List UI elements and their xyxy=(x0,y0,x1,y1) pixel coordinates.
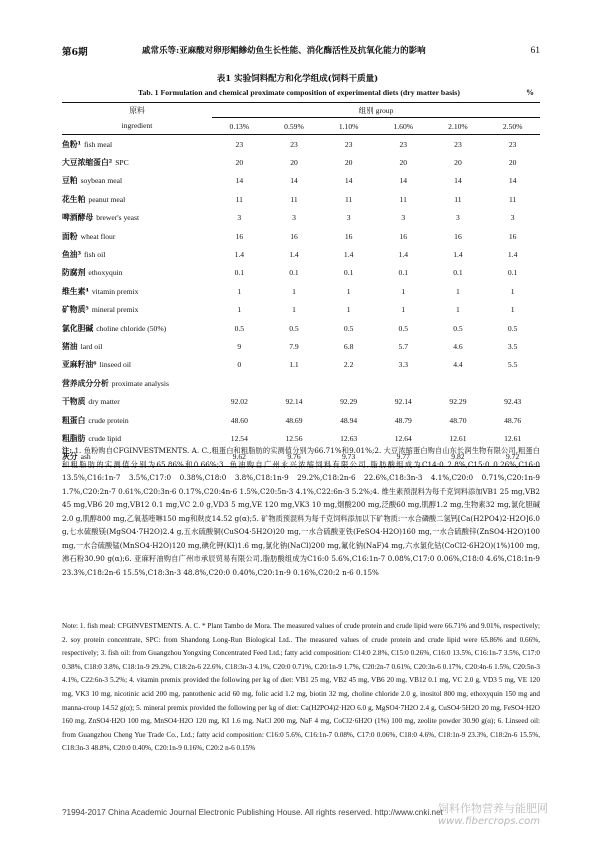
cell-value: 92.14 xyxy=(285,397,303,407)
table-notes-cn xyxy=(62,444,540,579)
cell-value: 0.5 xyxy=(507,323,518,333)
cell-value: 23 xyxy=(344,139,353,149)
cell-value: 48.69 xyxy=(285,415,303,425)
group-label: 2.50% xyxy=(485,118,540,135)
row-label-en: brewer's yeast xyxy=(96,213,140,223)
cell-value: 0.5 xyxy=(289,323,299,333)
group-label: 1.60% xyxy=(376,118,431,135)
row-label-en: vitamin premix xyxy=(91,286,139,296)
notes-text-cn: 1. 鱼粉购自CFGINVESTMENTS. A. C.,粗蛋白和粗脂肪的实测值分别为66.71%和9.01%;2. 大豆浓缩蛋白购自山东长润生物有限公司,粗蛋白和粗脂肪的实测值分别为65.86%和0.66%;3. 鱼油购自广州永兴浓缩饲料有限公司,脂肪酸组成为C14:0 2.8%,C15:0 0.26%,C16:0 13.5%,C16:1n-7 3.5%,C17:0 0.38%,C18:0 3.8%,C18:1n-9 29.2%,C18:2n-6 22.6%,C18:3n-3 4.1%,C20:0 0.71%,C20:1n-9 1.7%,C20:2n-7 0.61%,C20:3n-6 0.17%,C20:4n-6 1.5%,C20:5n-3 4.1%,C22:6n-3 5.2%;4. 维生素预混料为每千克饲料添加VB1 25 mg,VB2 45 mg,VB6 20 mg,VB12 0.1 mg,VC 2.0 g,VD3 5 mg,VE 120 mg,VK3 10 mg,烟酸200 mg,泛酸60 mg,肌醇1.2 mg,生物素32 mg,氯化胆碱2.0 g,肌醇800 mg,乙氧基喹啉150 mg和麸皮14.52 g(α);5. 矿物质预混料为每千克饲料添加以下矿物质:一水合磷酸二氢钙[Ca(H2PO4)2·H2O]6.0 g,七水硫酸镁(MgSO4·7H2O)2.4 g,五水硫酸铜(CuSO4·5H2O)20 mg,一水合硫酸亚铁(FeSO4·H2O)160 mg,一水合硫酸锌(ZnSO4·H2O)100 mg,一水合硫酸锰(MnSO4·H2O)120 mg,碘化钾(KI)1.6 mg,氯化钠(NaCl)200 mg,氟化钠(NaF)4 mg,六水氯化钴(CoCl2·6H2O)(1%)100 mg,沸石粉30.90 g(α);6. 亚麻籽油购自广州市承辰贸易有限公司,脂肪酸组成为C16:0 5.6%,C16:1n-7 0.08%,C17:0 0.06%,C18:0 4.6%,C18:1n-9 23.3%,C18:2n-6 15.5%,C18:3n-3 48.8%,C20:0 0.40%,C20:1n-9 0.16%,C20:2 n-6 0.15% xyxy=(62,446,540,577)
page-number: 61 xyxy=(530,46,540,56)
table-caption-cn: 表1 实验饲料配方和化学组成(饲料干质量) xyxy=(216,74,379,84)
cell-value: 3 xyxy=(401,213,406,223)
row-label xyxy=(62,227,212,245)
running-head xyxy=(62,44,540,60)
cell-value: 14 xyxy=(399,176,408,186)
table-row xyxy=(62,227,540,245)
cell-value xyxy=(321,374,376,392)
table-row xyxy=(62,392,540,410)
table-row xyxy=(62,172,540,190)
table-row xyxy=(62,319,540,337)
row-label-en: fish meal xyxy=(84,139,113,149)
cell-value: 9.77 xyxy=(376,448,431,467)
cell-value: 0.1 xyxy=(398,268,409,278)
cell-value: 2.2 xyxy=(343,360,354,370)
site-watermark xyxy=(438,802,548,828)
cell-value: 92.29 xyxy=(449,397,467,407)
cell-value xyxy=(376,374,431,392)
row-label-cn: 鱼粉¹ xyxy=(62,139,82,149)
table-row xyxy=(62,337,540,355)
cell-value: 48.60 xyxy=(230,415,248,425)
cell-value: 48.94 xyxy=(340,415,358,425)
table-notes-en xyxy=(62,620,540,756)
ingredient-header-en: ingredient xyxy=(62,118,212,135)
cell-value: 92.29 xyxy=(340,397,358,407)
row-label xyxy=(62,209,212,227)
row-label-en: dry matter xyxy=(88,397,120,407)
table-row xyxy=(62,301,540,319)
cell-value: 11 xyxy=(290,194,298,204)
row-label-en: soybean meal xyxy=(80,176,123,186)
row-label xyxy=(62,337,212,355)
table-row xyxy=(62,245,540,263)
row-label xyxy=(62,319,212,337)
row-label xyxy=(62,392,212,410)
cell-value: 9.82 xyxy=(431,448,486,467)
cell-value: 3 xyxy=(237,213,242,223)
row-label-en: SPC xyxy=(115,158,129,168)
table-row xyxy=(62,135,540,154)
group-header: 组别 group xyxy=(212,103,540,118)
cell-value: 9.62 xyxy=(212,448,267,467)
row-label-cn: 矿物质⁵ xyxy=(62,305,89,315)
table-header-row xyxy=(62,103,540,118)
cell-value: 0.5 xyxy=(234,323,245,333)
row-label-cn: 亚麻籽油⁶ xyxy=(62,360,97,370)
row-label xyxy=(62,264,212,282)
cell-value: 14 xyxy=(290,176,298,186)
cell-value: 16 xyxy=(454,231,462,241)
cell-value: 12.56 xyxy=(285,433,303,443)
cell-value: 4.6 xyxy=(453,341,463,351)
cell-value xyxy=(267,374,322,392)
row-label-en: wheat flour xyxy=(80,231,116,241)
cell-value: 20 xyxy=(344,158,353,168)
table-row xyxy=(62,411,540,429)
cell-value: 48.79 xyxy=(394,415,412,425)
watermark-text: 饲料作物营养与能肥网 xyxy=(438,802,548,815)
cell-value: 12.64 xyxy=(394,433,412,443)
table-row xyxy=(62,264,540,282)
cell-value: 16 xyxy=(508,231,517,241)
cell-value: 23 xyxy=(235,139,244,149)
cell-value: 9.73 xyxy=(321,448,376,467)
cell-value: 0.1 xyxy=(234,268,245,278)
row-label-cn: 粗脂肪 xyxy=(62,433,86,443)
row-label-en: mineral premix xyxy=(91,305,139,315)
cell-value xyxy=(485,374,540,392)
cell-value: 92.02 xyxy=(230,397,248,407)
cell-value: 0.5 xyxy=(343,323,354,333)
cell-value: 4.4 xyxy=(453,360,463,370)
cell-value: 20 xyxy=(235,158,244,168)
cell-value: 23 xyxy=(454,139,462,149)
group-label: 1.10% xyxy=(321,118,376,135)
row-label-cn: 氯化胆碱 xyxy=(62,323,94,333)
row-label-cn: 豆粕 xyxy=(62,176,78,186)
cell-value: 20 xyxy=(290,158,298,168)
row-label xyxy=(62,172,212,190)
row-label-cn: 花生粕 xyxy=(62,194,86,204)
row-label-en: lard oil xyxy=(80,341,103,351)
cell-value: 12.54 xyxy=(230,433,248,443)
cell-value: 0.5 xyxy=(398,323,409,333)
cell-value: 9.72 xyxy=(485,448,540,467)
cell-value: 12.61 xyxy=(449,433,467,443)
row-label-cn: 猪油 xyxy=(62,341,78,351)
row-label-cn: 营养成分分析 xyxy=(62,378,109,388)
cell-value: 0.5 xyxy=(453,323,463,333)
cell-value: 23 xyxy=(508,139,517,149)
row-label-en: peanut meal xyxy=(88,194,126,204)
table-row xyxy=(62,374,540,392)
issue-number: 第6期 xyxy=(62,47,88,58)
row-label xyxy=(62,153,212,171)
row-label-cn: 干物质 xyxy=(62,397,86,407)
table-subheader-row xyxy=(62,118,540,135)
row-label xyxy=(62,356,212,374)
ingredient-header-cn: 原料 xyxy=(62,103,212,118)
cell-value: 48.70 xyxy=(449,415,467,425)
cell-value: 11 xyxy=(344,194,353,204)
cell-value: 92.14 xyxy=(394,397,412,407)
cell-value: 3.5 xyxy=(507,341,518,351)
cell-value: 16 xyxy=(399,231,408,241)
cell-value: 23 xyxy=(399,139,408,149)
row-label-en: ash xyxy=(80,452,91,462)
row-label-en: crude lipid xyxy=(88,433,122,443)
cell-value: 48.76 xyxy=(504,415,522,425)
table-row xyxy=(62,153,540,171)
cell-value: 5.7 xyxy=(398,341,409,351)
cell-value: 16 xyxy=(344,231,353,241)
row-label-cn: 大豆浓缩蛋白² xyxy=(62,158,113,168)
cell-value: 9.76 xyxy=(267,448,322,467)
row-label xyxy=(62,411,212,429)
cell-value: 1 xyxy=(237,305,242,315)
cell-value: 6.8 xyxy=(343,341,354,351)
row-label xyxy=(62,135,212,154)
notes-label-cn: 注: xyxy=(62,446,72,455)
cell-value: 11 xyxy=(508,194,517,204)
cell-value: 92.43 xyxy=(504,397,522,407)
cell-value: 1.4 xyxy=(398,250,409,260)
cell-value: 3 xyxy=(510,213,515,223)
cell-value: 1 xyxy=(401,286,406,296)
cell-value: 3 xyxy=(346,213,351,223)
row-label-cn: 啤酒酵母 xyxy=(62,213,94,223)
group-label: 2.10% xyxy=(431,118,486,135)
formulation-table xyxy=(62,102,540,467)
cell-value: 1.4 xyxy=(453,250,463,260)
cell-value: 0.1 xyxy=(507,268,518,278)
row-label-en: choline chloride (50%) xyxy=(96,323,167,333)
cell-value: 20 xyxy=(508,158,517,168)
cell-value: 14 xyxy=(344,176,353,186)
cell-value: 9 xyxy=(237,341,242,351)
row-label-cn: 面粉 xyxy=(62,231,78,241)
table-row xyxy=(62,209,540,227)
cell-value: 16 xyxy=(290,231,298,241)
cell-value: 12.63 xyxy=(340,433,358,443)
cell-value: 16 xyxy=(235,231,244,241)
table-row xyxy=(62,282,540,300)
row-label-en: fish oil xyxy=(84,250,106,260)
cell-value: 3.3 xyxy=(398,360,409,370)
cell-value: 1 xyxy=(510,305,515,315)
notes-text-en: 1. fish meal: CFGINVESTMENTS. A. C. * Plant Tambo de Mora. The measured values of crude protein and crude lipid were 66.71% and 9.01%, respectively; 2. soy protein concentrate, SPC: from Shandong Long-Run Biological Ltd.. The measured values of crude protein and crude lipid were 65.86% and 0.66%, respectively; 3. fish oil: from Guangzhou Yongxing Concentrated Feed Ltd.; fatty acid composition: C14:0 2.8%, C15:0 0.26%, C16:0 13.5%, C16:1n-7 3.5%, C17:0 0.38%, C18:0 3.8%, C18:1n-9 29.2%, C18:2n-6 22.6%, C18:3n-3 4.1%, C20:0 0.71%, C20:1n-9 1.7%, C20:2n-7 0.61%, C20:3n-6 0.17%, C20:4n-6 1.5%, C20:5n-3 4.1%, C22:6n-3 5.2%; 4. vitamin premix provided the following per kg of diet: VB1 25 mg, VB2 45 mg, VB6 20 mg, VB12 0.1 mg, VC 2.0 g, VD3 5 mg, VE 120 mg, VK3 10 mg, nicotinic acid 200 mg, pantothenic acid 60 mg, folic acid 1.2 mg, biotin 32 mg, choline chloride 2.0 g, inositol 800 mg, ethoxyquin 150 mg and manna-croup 14.52 g(α); 5. mineral premix provided the following per kg of diet: Ca(H2PO4)2·H2O 6.0 g, MgSO4·7H2O 2.4 g, CuSO4·5H2O 20 mg, FeSO4·H2O 160 mg, ZnSO4·H2O 100 mg, MnSO4·H2O 120 mg, KI 1.6 mg, NaCl 200 mg, NaF 4 mg, CoCl2·6H2O (1%) 100 mg, zeolite powder 30.90 g(α); 6. Linseed oil: from Guangzhou Cheng Yue Trade Co., Ltd.; fatty acid composition: C16:0 5.6%, C16:1n-7 0.08%, C17:0 0.06%, C18:0 4.6%, C18:1n-9 23.3%, C18:2n-6 15.5%, C18:3n-3 48.8%, C20:0 0.40%, C20:1n-9 0.16%, C20:2 n-6 0.15% xyxy=(62,622,540,753)
row-label xyxy=(62,245,212,263)
row-label-cn: 防腐剂 xyxy=(62,268,86,278)
table-caption-en: Tab. 1 Formulation and chemical proximate composition of experimental diets (dry matter basis) xyxy=(138,88,460,97)
table-row xyxy=(62,190,540,208)
row-label-en: proximate analysis xyxy=(111,378,169,388)
row-label-cn: 鱼油³ xyxy=(62,250,82,260)
cell-value: 14 xyxy=(454,176,462,186)
cell-value: 23 xyxy=(290,139,298,149)
cell-value: 1.4 xyxy=(507,250,518,260)
row-label-en: linseed oil xyxy=(99,360,132,370)
cell-value xyxy=(431,374,486,392)
cell-value: 12.61 xyxy=(504,433,522,443)
group-label: 0.13% xyxy=(212,118,267,135)
row-label-cn: 维生素⁴ xyxy=(62,286,89,296)
row-label xyxy=(62,282,212,300)
cell-value: 7.9 xyxy=(289,341,299,351)
cell-value: 1 xyxy=(237,286,242,296)
cell-value: 1 xyxy=(456,305,460,315)
cell-value: 1 xyxy=(346,305,351,315)
row-label-en: ethoxyquin xyxy=(88,268,123,278)
row-label xyxy=(62,374,212,392)
cell-value: 0 xyxy=(237,360,242,370)
cell-value: 11 xyxy=(399,194,407,204)
cell-value: 1.4 xyxy=(234,250,245,260)
table-row xyxy=(62,356,540,374)
copyright-footer: ?1994-2017 China Academic Journal Electronic Publishing House. All rights reserved. http://www.cnki.net xyxy=(62,808,443,817)
cell-value: 20 xyxy=(399,158,408,168)
cell-value: 1 xyxy=(401,305,406,315)
table-unit: % xyxy=(526,88,534,97)
cell-value: 5.5 xyxy=(507,360,518,370)
row-label-cn: 灰分 xyxy=(62,452,78,462)
cell-value: 1 xyxy=(456,286,460,296)
cell-value: 1.1 xyxy=(289,360,299,370)
cell-value: 1 xyxy=(346,286,351,296)
row-label-cn: 粗蛋白 xyxy=(62,415,86,425)
cell-value: 1 xyxy=(510,286,515,296)
cell-value xyxy=(212,374,267,392)
cell-value: 14 xyxy=(508,176,517,186)
row-label-en: crude protein xyxy=(88,415,129,425)
watermark-url: www.fibercrops.com xyxy=(438,816,540,827)
row-label xyxy=(62,301,212,319)
notes-label-en: Note: xyxy=(62,622,78,630)
group-label: 0.59% xyxy=(267,118,322,135)
row-label xyxy=(62,190,212,208)
cell-value: 1.4 xyxy=(289,250,299,260)
cell-value: 1 xyxy=(292,286,296,296)
running-title: 戚常乐等:亚麻酸对卵形鲳鲹幼鱼生长性能、消化酶活性及抗氧化能力的影响 xyxy=(142,46,426,56)
cell-value: 11 xyxy=(235,194,243,204)
cell-value: 3 xyxy=(456,213,460,223)
cell-value: 20 xyxy=(454,158,462,168)
cell-value: 1 xyxy=(292,305,296,315)
cell-value: 11 xyxy=(454,194,462,204)
cell-value: 14 xyxy=(235,176,244,186)
cell-value: 3 xyxy=(292,213,296,223)
cell-value: 1.4 xyxy=(343,250,354,260)
cell-value: 0.1 xyxy=(453,268,463,278)
cell-value: 0.1 xyxy=(343,268,354,278)
cell-value: 0.1 xyxy=(289,268,299,278)
